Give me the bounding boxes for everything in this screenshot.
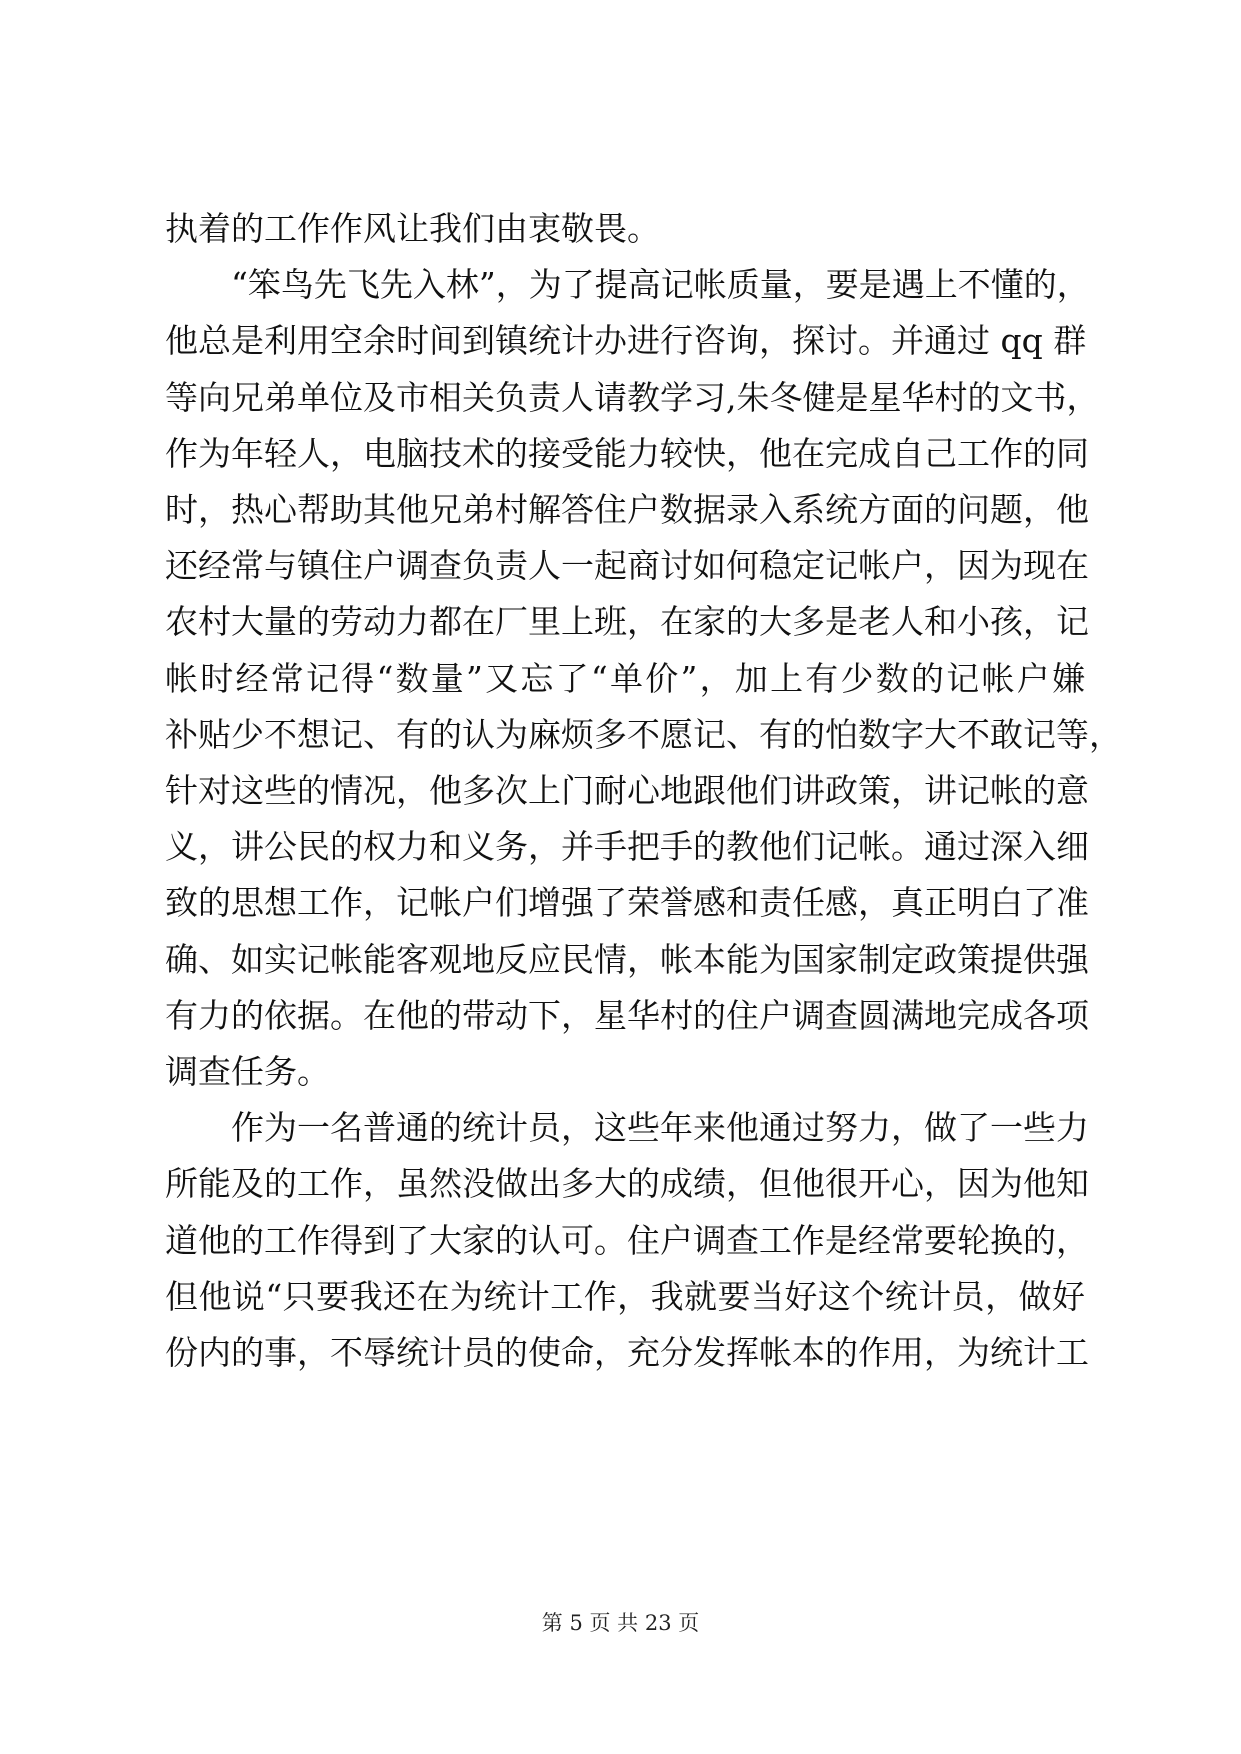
- body-line: 时，热心帮助其他兄弟村解答住户数据录入系统方面的问题，他: [165, 490, 1089, 529]
- body-line: 作为一名普通的统计员，这些年来他通过努力，做了一些力: [231, 1108, 1089, 1147]
- body-line: 调查任务。: [165, 1052, 330, 1091]
- body-line: 等向兄弟单位及市相关负责人请教学习,朱冬健是星华村的文书，: [165, 378, 1100, 417]
- body-line: 份内的事，不辱统计员的使命，充分发挥帐本的作用，为统计工: [165, 1333, 1089, 1372]
- body-line: 还经常与镇住户调查负责人一起商讨如何稳定记帐户，因为现在: [165, 546, 1089, 585]
- body-line: 执着的工作作风让我们由衷敬畏。: [165, 209, 660, 248]
- body-line: “笨鸟先飞先入林”，为了提高记帐质量，要是遇上不懂的，: [231, 265, 1090, 304]
- body-line: 致的思想工作，记帐户们增强了荣誉感和责任感，真正明白了准: [165, 883, 1089, 922]
- body-line: 作为年轻人，电脑技术的接受能力较快，他在完成自己工作的同: [165, 434, 1089, 473]
- body-line: 针对这些的情况，他多次上门耐心地跟他们讲政策，讲记帐的意: [165, 771, 1089, 810]
- body-line: 农村大量的劳动力都在厂里上班，在家的大多是老人和小孩，记: [165, 602, 1089, 641]
- page-number-footer: 第 5 页 共 23 页: [541, 1611, 700, 1635]
- body-line: 有力的依据。在他的带动下，星华村的住户调查圆满地完成各项: [165, 996, 1089, 1035]
- body-line: 他总是利用空余时间到镇统计办进行咨询，探讨。并通过 qq 群: [165, 321, 1087, 360]
- body-line: 但他说“只要我还在为统计工作，我就要当好这个统计员，做好: [165, 1277, 1085, 1316]
- body-line: 义，讲公民的权力和义务，并手把手的教他们记帐。通过深入细: [165, 827, 1089, 866]
- body-line: 道他的工作得到了大家的认可。住户调查工作是经常要轮换的，: [165, 1221, 1089, 1260]
- body-line: 帐时经常记得“数量”又忘了“单价”，加上有少数的记帐户嫌: [165, 659, 1085, 698]
- body-line: 确、如实记帐能客观地反应民情，帐本能为国家制定政策提供强: [165, 940, 1089, 979]
- body-line: 所能及的工作，虽然没做出多大的成绩，但他很开心，因为他知: [165, 1164, 1089, 1203]
- body-line: 补贴少不想记、有的认为麻烦多不愿记、有的怕数字大不敢记等，: [165, 715, 1122, 754]
